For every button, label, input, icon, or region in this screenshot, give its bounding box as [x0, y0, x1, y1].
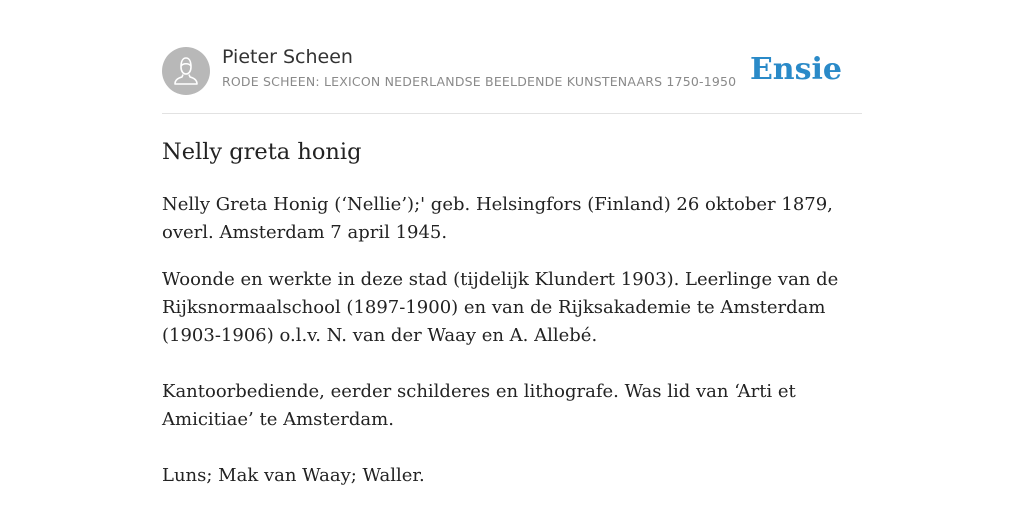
author-name[interactable]: Pieter Scheen [222, 46, 353, 68]
article [162, 136, 862, 490]
user-silhouette-icon [162, 47, 210, 95]
paragraph-education: Woonde en werkte in deze stad (tijdelijk Klundert 1903). Leerlinge van de Rijksnormaalschool (1897-1900) en van de Rijksakademie te Amsterdam (1903-1906) o.l.v. N. van der Waay en A. Allebé. [162, 269, 839, 346]
paragraph-sources: Luns; Mak van Waay; Waller. [162, 465, 425, 486]
source-title[interactable]: RODE SCHEEN: LEXICON NEDERLANDSE BEELDENDE KUNSTENAARS 1750-1950 [222, 74, 737, 89]
ensie-logo[interactable]: Ensie [749, 52, 842, 87]
article-title: Nelly greta honig [162, 139, 362, 165]
paragraph-birth: Nelly Greta Honig (‘Nellie’);' geb. Helsingfors (Finland) 26 oktober 1879, overl. Amsterdam 7 april 1945. [162, 194, 833, 243]
paragraph-career: Kantoorbediende, eerder schilderes en lithografe. Was lid van ‘Arti et Amicitiae’ te Amsterdam. [162, 381, 796, 430]
avatar[interactable] [162, 47, 210, 95]
author-header [162, 40, 862, 114]
